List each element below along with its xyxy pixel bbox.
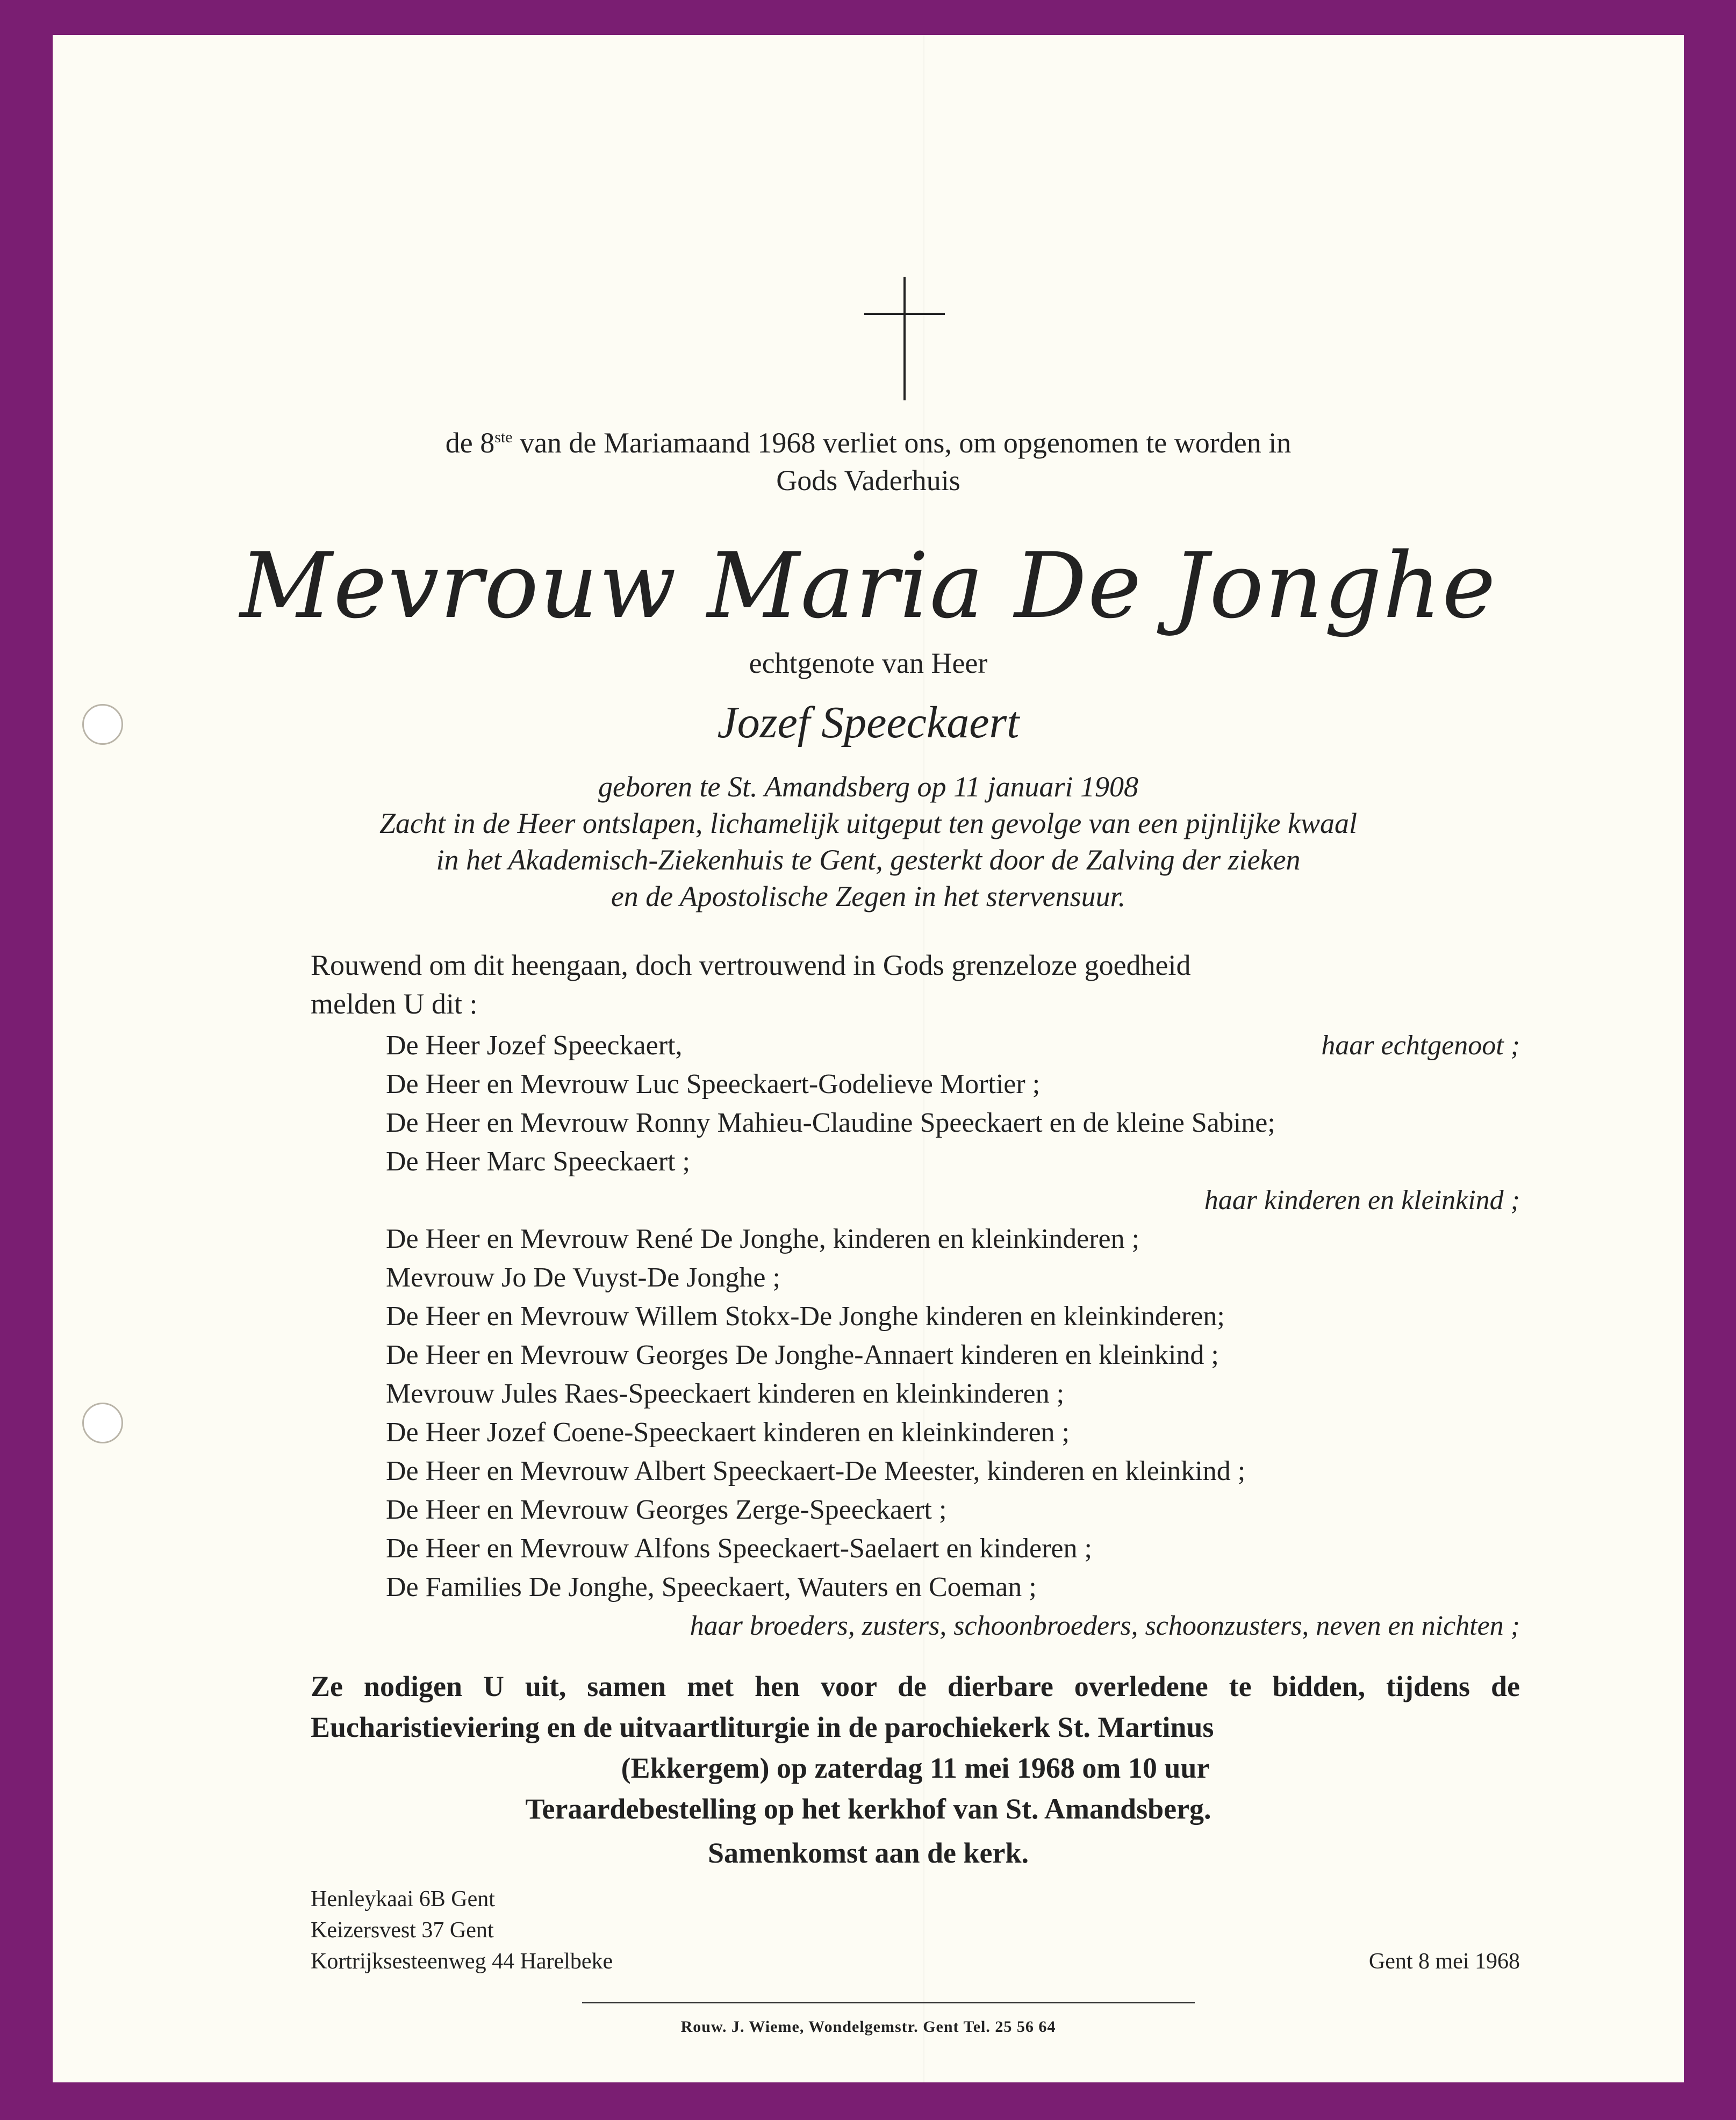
intro-line-2: Gods Vaderhuis <box>776 464 960 497</box>
spouse-name: Jozef Speeckaert <box>717 698 1020 748</box>
detail-line: en de Apostolische Zegen in het stervensuur. <box>611 880 1126 912</box>
printer-credit: Rouw. J. Wieme, Wondelgemstr. Gent Tel. 25 56 64 <box>680 2018 1056 2036</box>
footer-divider <box>582 2002 1195 2003</box>
family-row: Mevrouw Jo De Vuyst-De Jonghe ; <box>386 1262 780 1293</box>
family-row: De Heer en Mevrouw René De Jonghe, kinderen en kleinkinderen ; <box>386 1224 1140 1254</box>
family-row: De Heer en Mevrouw Ronny Mahieu-Claudine Speeckaert en de kleine Sabine; <box>386 1108 1275 1138</box>
family-row: De Heer en Mevrouw Alfons Speeckaert-Saelaert en kinderen ; <box>386 1533 1092 1564</box>
family-row: De Heer en Mevrouw Albert Speeckaert-De Meester, kinderen en kleinkind ; <box>386 1456 1246 1486</box>
burial-line: Teraardebestelling op het kerkhof van St. Amandsberg. <box>525 1793 1211 1825</box>
mourning-paragraph: Rouwend om dit heengaan, doch vertrouwend in Gods grenzeloze goedheid melden U dit : <box>311 949 1191 1020</box>
family-row: Mevrouw Jules Raes-Speeckaert kinderen en kleinkinderen ; <box>386 1378 1065 1409</box>
family-row: De Heer en Mevrouw Georges Zerge-Speeckaert ; <box>386 1494 947 1525</box>
invitation-paragraph: Ze nodigen U uit, samen met hen voor de dierbare overledene te bidden, tijdens de Eucharistieviering en de uitvaartliturgie in de parochiekerk St. Martinus (Ekkergem) op zaterdag 11 mei 1968 om 10 uur <box>311 1670 1520 1784</box>
notice-date: Gent 8 mei 1968 <box>1368 1949 1520 1974</box>
address-line: Keizersvest 37 Gent <box>311 1918 494 1943</box>
family-row: De Heer en Mevrouw Willem Stokx-De Jonghe kinderen en kleinkinderen; <box>386 1301 1225 1332</box>
family-row: De Heer Marc Speeckaert ; <box>386 1146 690 1177</box>
family-row: De Heer Jozef Coene-Speeckaert kinderen en kleinkinderen ; <box>386 1417 1070 1448</box>
gathering-line: Samenkomst aan de kerk. <box>707 1837 1029 1869</box>
family-row-spouse: De Heer Jozef Speeckaert, haar echtgenoot ; <box>386 1030 1520 1061</box>
death-notice-card <box>53 35 1684 2082</box>
deceased-name: Mevrouw Maria De Jonghe <box>240 533 1497 638</box>
detail-line: in het Akademisch-Ziekenhuis te Gent, gesterkt door de Zalving der zieken <box>436 844 1301 876</box>
children-relation: haar kinderen en kleinkind ; <box>1204 1185 1520 1216</box>
punch-hole-bottom <box>82 1403 123 1443</box>
relatives-relation: haar broeders, zusters, schoonbroeders, schoonzusters, neven en nichten ; <box>690 1611 1520 1641</box>
family-row: De Heer en Mevrouw Georges De Jonghe-Annaert kinderen en kleinkind ; <box>386 1340 1219 1370</box>
detail-line: Zacht in de Heer ontslapen, lichamelijk uitgeput ten gevolge van een pijnlijke kwaal <box>379 807 1358 839</box>
family-row: De Heer en Mevrouw Luc Speeckaert-Godelieve Mortier ; <box>386 1069 1041 1099</box>
intro-line-1: de 8ste van de Mariamaand 1968 verliet ons, om opgenomen te worden in <box>445 427 1292 459</box>
address-line: Henleykaai 6B Gent <box>311 1887 495 1911</box>
spouse-intro: echtgenote van Heer <box>749 647 988 679</box>
cross-icon <box>864 277 945 400</box>
family-row: De Families De Jonghe, Speeckaert, Wauters en Coeman ; <box>386 1572 1037 1602</box>
birth-line: geboren te St. Amandsberg op 11 januari 1908 <box>598 771 1138 803</box>
address-line: Kortrijksesteenweg 44 Harelbeke <box>311 1949 613 1974</box>
